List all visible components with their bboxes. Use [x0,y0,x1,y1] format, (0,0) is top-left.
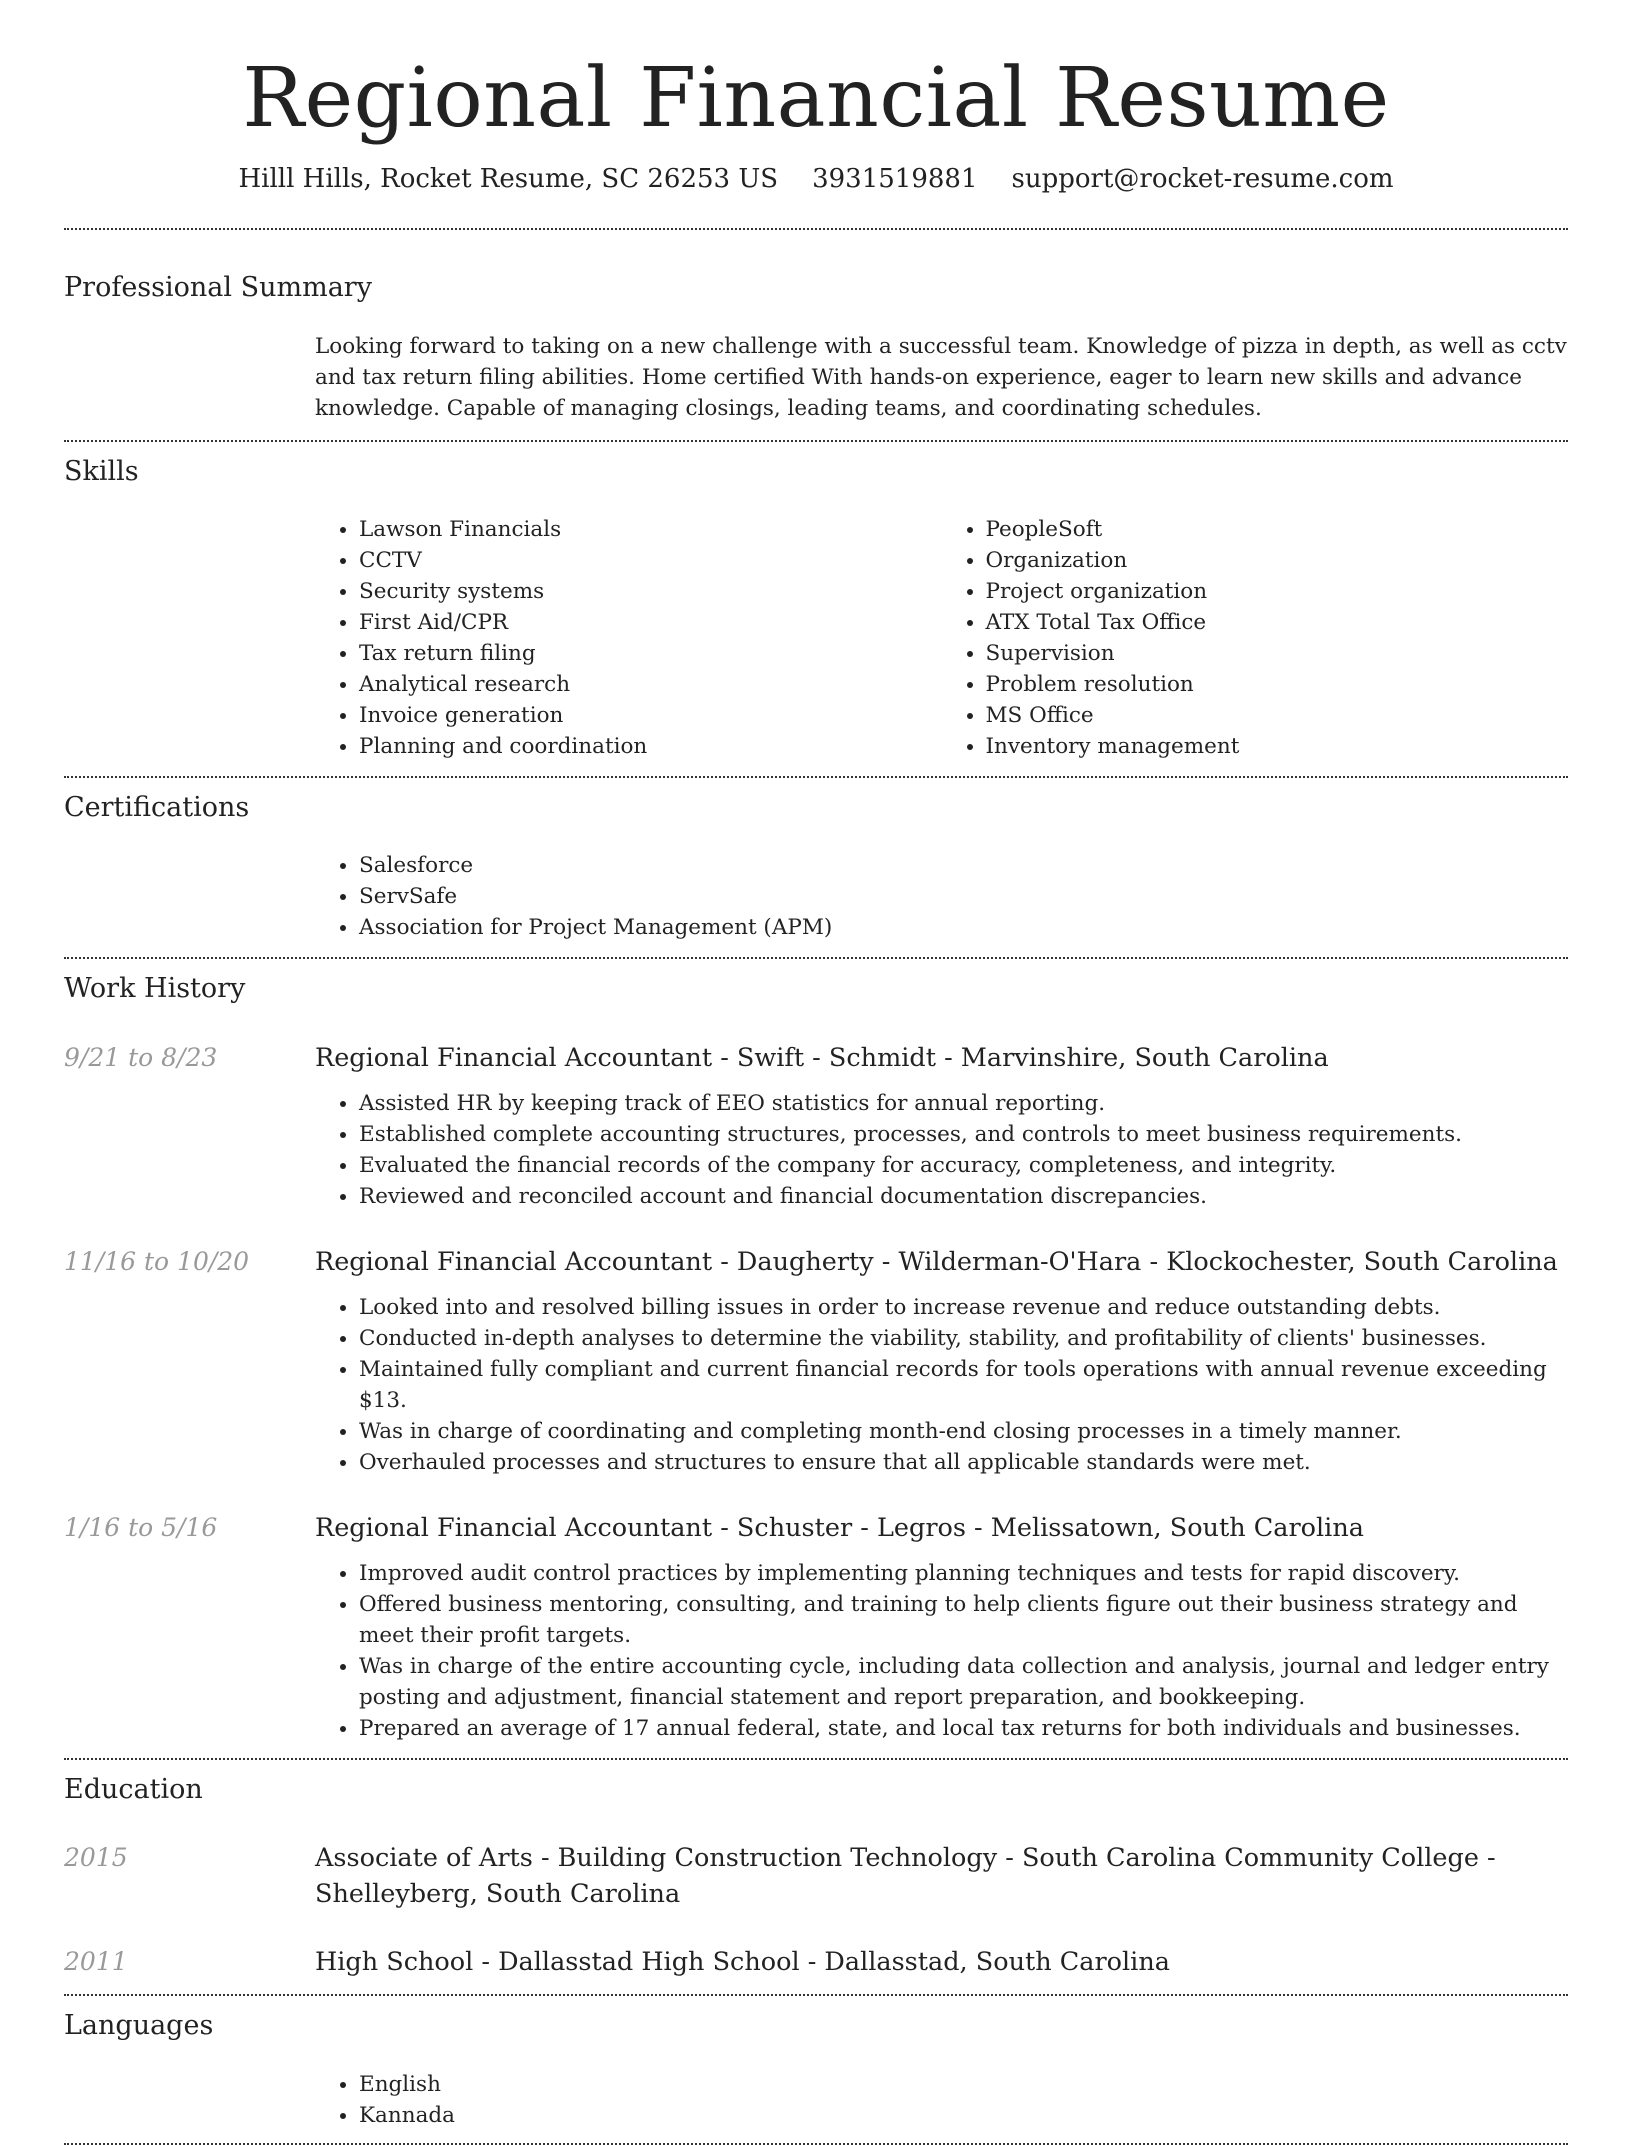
work-bullet: • Assisted HR by keeping track of EEO statistics for annual reporting. [359,1088,1568,1119]
section-title-skills: Skills [64,455,139,487]
work-bullet: • Was in charge of coordinating and completing month-end closing processes in a timely manner. [359,1416,1568,1447]
education-date: 2011 [64,1947,128,1977]
summary-section [0,230,1632,423]
section-title-certifications: Certifications [64,792,250,824]
skill-item: • MS Office [986,700,1569,731]
section-title-languages: Languages [64,2010,214,2042]
skill-item: • Security systems [359,576,942,607]
work-entry [64,1510,1568,1744]
certification-item: • Salesforce [359,850,1568,881]
skill-item: • Invoice generation [359,700,942,731]
work-bullet: • Established complete accounting structures, processes, and controls to meet business requirements. [359,1119,1568,1150]
work-bullet: • Improved audit control practices by implementing planning techniques and tests for rapid discovery. [359,1558,1568,1589]
languages-list [315,2069,1568,2131]
work-date: 9/21 to 8/23 [64,1042,218,1072]
skill-item: • Project organization [986,576,1569,607]
language-item: • Kannada [359,2100,1568,2131]
phone: 3931519881 [812,164,978,195]
certifications-section [0,778,1632,943]
work-bullets [315,1292,1568,1478]
job-employer: - Schuster - Legros - Melissatown, South Carolina [712,1512,1364,1543]
section-title-work-history: Work History [64,973,246,1005]
degree: Associate of Arts - Building Construction Technology [315,1843,998,1874]
divider [64,2143,1568,2145]
resume-name: Regional Financial Resume [242,51,1390,146]
skill-item: • CCTV [359,545,942,576]
education-title [315,1944,1568,1980]
skill-item: • PeopleSoft [986,514,1569,545]
work-date: 1/16 to 5/16 [64,1512,218,1542]
education-title [315,1840,1568,1912]
skill-item: • ATX Total Tax Office [986,607,1569,638]
resume-header [0,0,1632,194]
skills-section [0,442,1632,762]
education-entry [64,1944,1568,1980]
work-bullets [315,1558,1568,1744]
education-date: 2015 [64,1843,128,1873]
skills-list-left [315,514,942,762]
job-role: Regional Financial Accountant [315,1512,713,1543]
work-history-section [0,959,1632,1743]
work-bullet: • Looked into and resolved billing issues in order to increase revenue and reduce outstanding debts. [359,1292,1568,1323]
section-title-summary: Professional Summary [64,272,372,304]
work-entry [64,1040,1568,1212]
skill-item: • Inventory management [986,731,1569,762]
work-date: 11/16 to 10/20 [64,1246,250,1276]
work-title [315,1040,1568,1076]
skill-item: • Analytical research [359,669,942,700]
skill-item: • Organization [986,545,1569,576]
address: Hilll Hills, Rocket Resume, SC 26253 US [238,164,779,195]
degree: High School [315,1947,474,1978]
skill-item: • Planning and coordination [359,731,942,762]
skill-item: • Supervision [986,638,1569,669]
languages-section [0,1996,1632,2130]
email: support@rocket-resume.com [1011,164,1394,195]
work-bullet: • Was in charge of the entire accounting cycle, including data collection and analysis, journal and ledger entry posting and adjustment, financial statement and report preparation, and bookkeeping. [359,1651,1568,1713]
work-bullet: • Evaluated the financial records of the company for accuracy, completeness, and integrity. [359,1150,1568,1181]
section-title-education: Education [64,1773,203,1805]
job-role: Regional Financial Accountant [315,1042,713,1073]
skill-item: • Tax return filing [359,638,942,669]
contact-line [0,164,1632,194]
job-employer: - Swift - Schmidt - Marvinshire, South Carolina [712,1042,1329,1073]
work-entry [64,1244,1568,1478]
work-title [315,1510,1568,1546]
work-bullet: • Overhauled processes and structures to ensure that all applicable standards were met. [359,1447,1568,1478]
job-role: Regional Financial Accountant [315,1246,713,1277]
skill-item: • First Aid/CPR [359,607,942,638]
work-title [315,1244,1568,1280]
skill-item: • Lawson Financials [359,514,942,545]
work-bullets [315,1088,1568,1212]
work-bullet: • Offered business mentoring, consulting, and training to help clients figure out their business strategy and meet their profit targets. [359,1589,1568,1651]
work-bullet: • Maintained fully compliant and current financial records for tools operations with annual revenue exceeding $13. [359,1354,1568,1416]
school: - South Carolina Community College - Shelleyberg, South Carolina [315,1843,1496,1910]
work-bullet: • Prepared an average of 17 annual federal, state, and local tax returns for both individuals and businesses. [359,1713,1568,1744]
skills-list-right [942,514,1569,762]
skill-item: • Problem resolution [986,669,1569,700]
summary-text: Looking forward to taking on a new challenge with a successful team. Knowledge of pizza in depth, as well as cctv and tax return filing abilities. Home certified With hands-on experience, eager to learn new skills and advance knowledge. Capable of managing closings, leading teams, and coordinating schedules. [315,333,1567,421]
certification-item: • Association for Project Management (APM) [359,912,1568,943]
work-bullet: • Conducted in-depth analyses to determine the viability, stability, and profitability of clients' businesses. [359,1323,1568,1354]
work-bullet: • Reviewed and reconciled account and financial documentation discrepancies. [359,1181,1568,1212]
certification-item: • ServSafe [359,881,1568,912]
education-section [0,1760,1632,1980]
certifications-list [315,850,1568,943]
language-item: • English [359,2069,1568,2100]
job-employer: - Daugherty - Wilderman-O'Hara - Klockochester, South Carolina [712,1246,1558,1277]
school: - Dallasstad High School - Dallasstad, South Carolina [473,1947,1170,1978]
education-entry [64,1840,1568,1912]
